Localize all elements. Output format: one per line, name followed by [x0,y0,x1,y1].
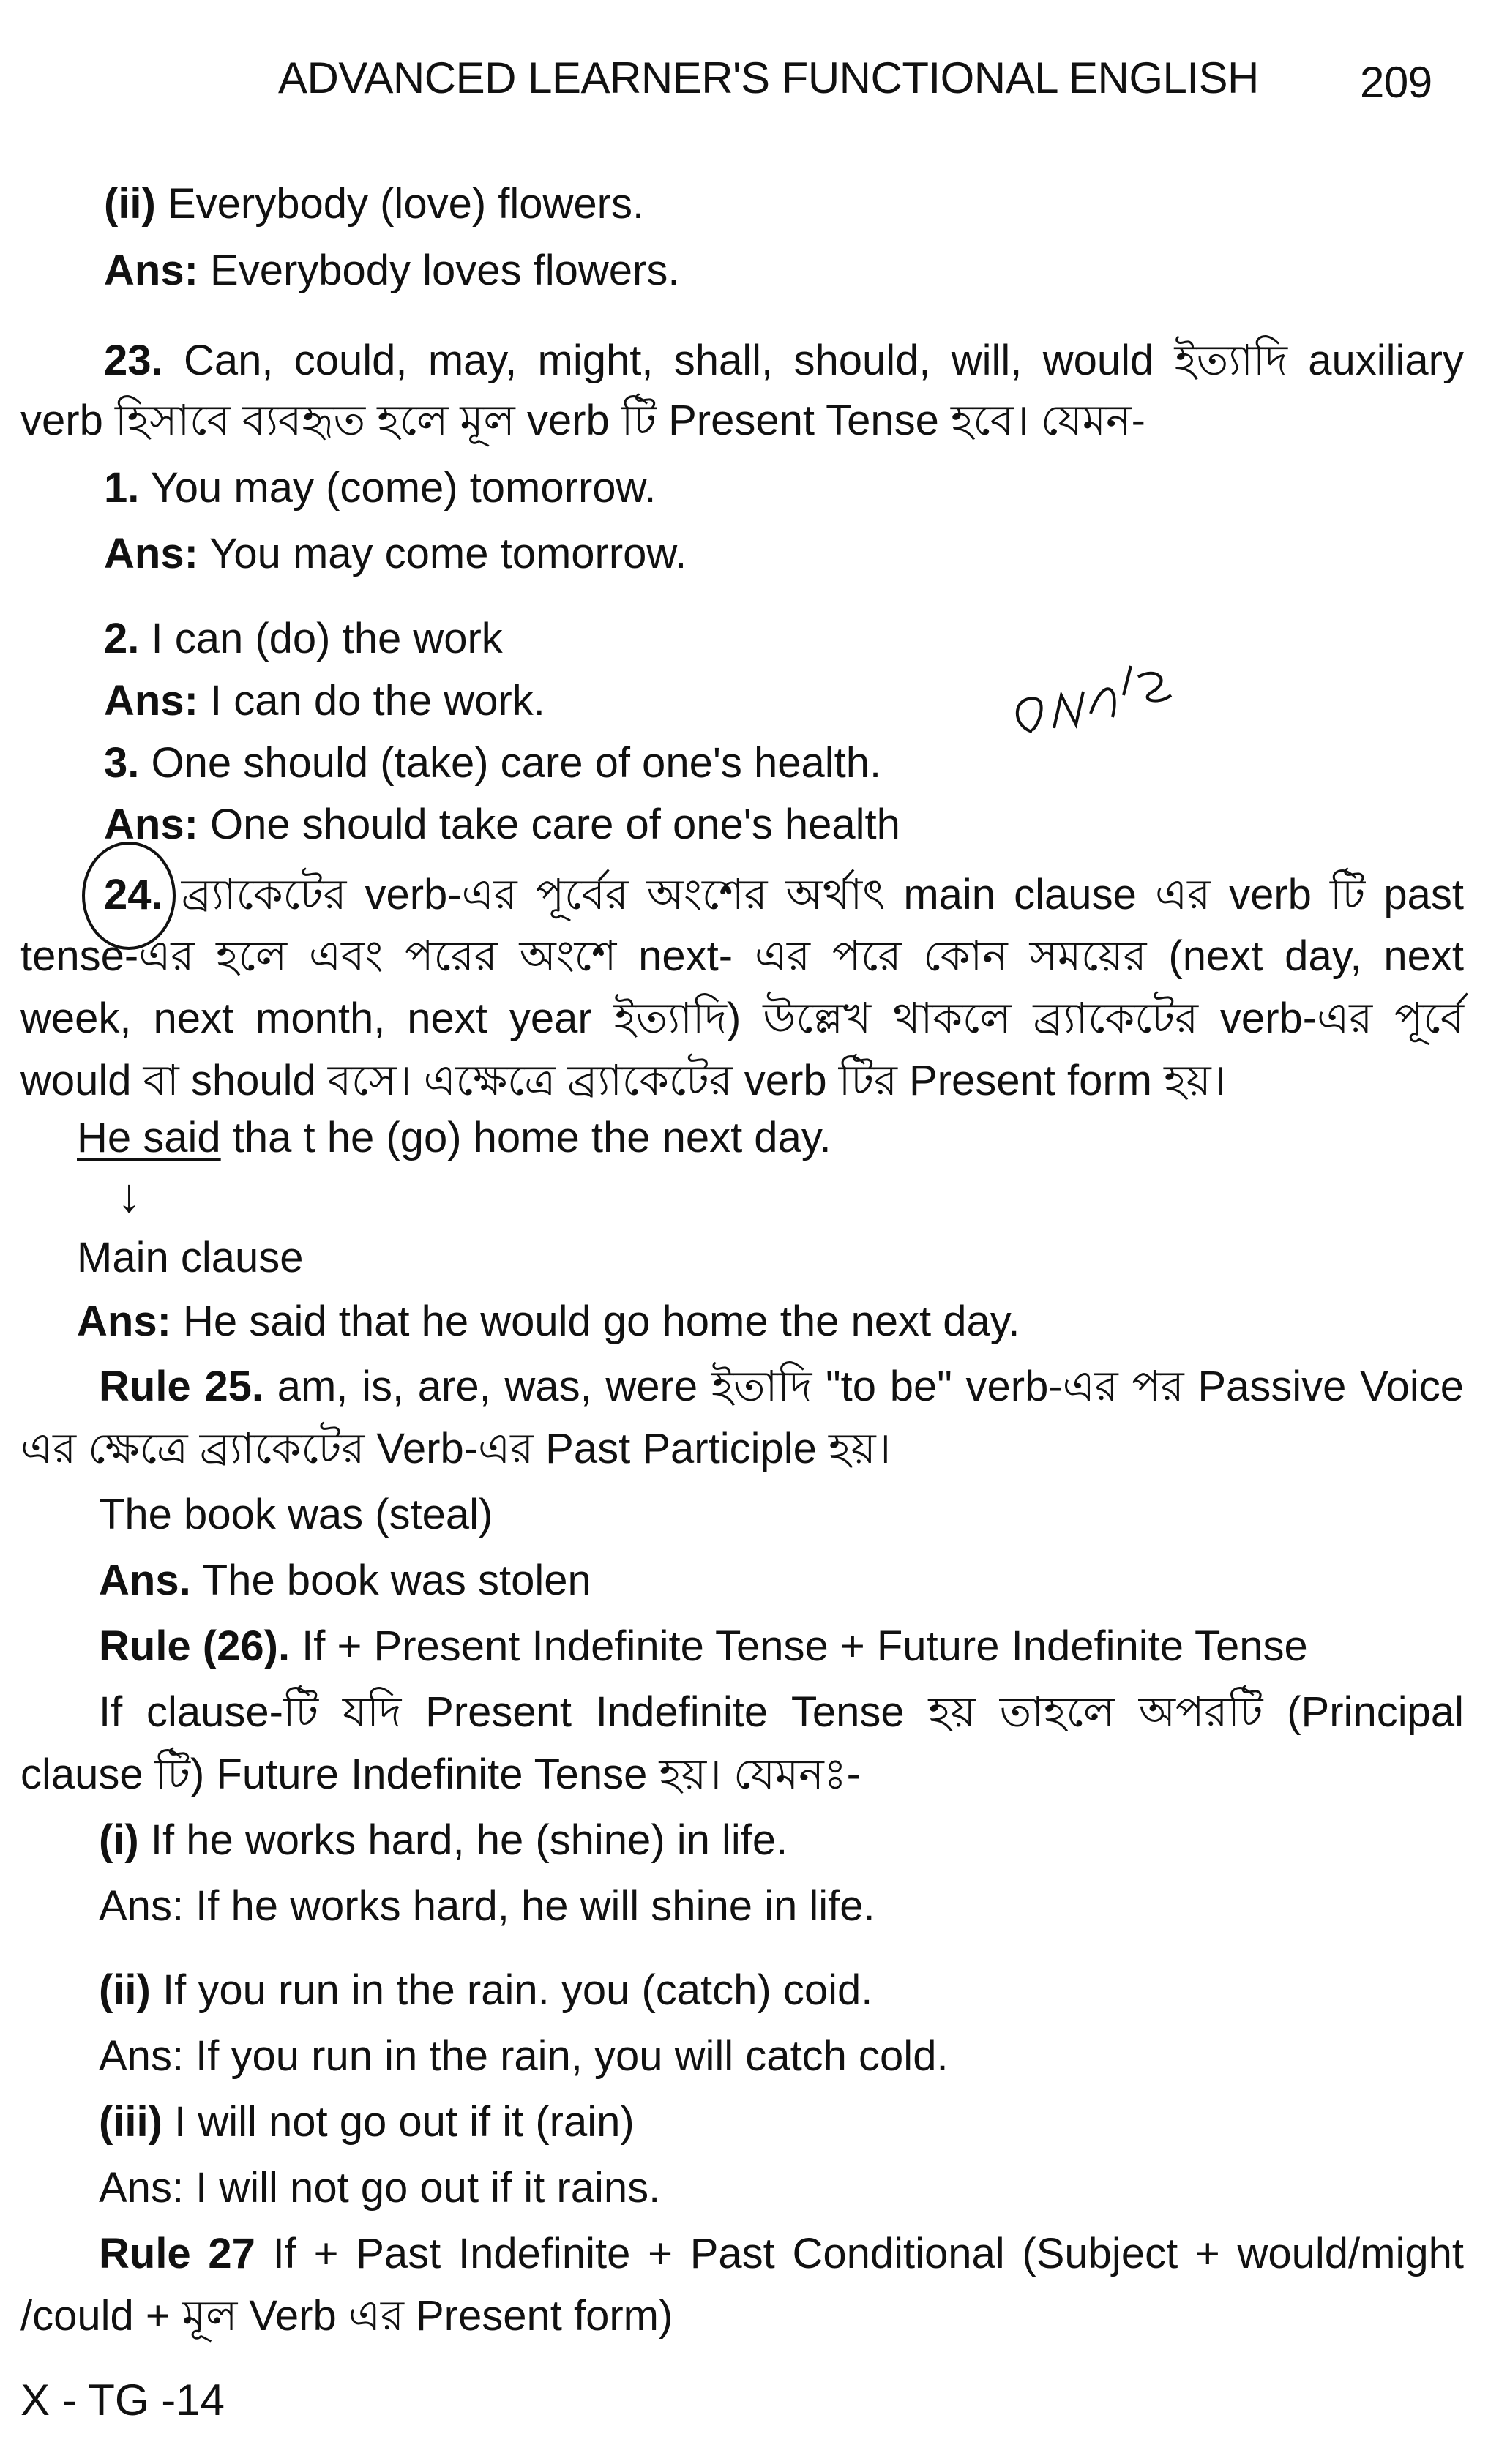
answer-label: Ans. [99,1557,191,1604]
rule-24-example [77,1112,831,1164]
line-text: tha t he (go) home the next day. [220,1114,831,1161]
answer-label: Ans: [104,530,198,577]
item-number: (ii) [104,180,156,228]
rule-26-example-iii [99,2097,635,2148]
rule-26-line-1: If clause-টি যদি Present Indefinite Tense হয় তাহলে অপরটি (Principal [99,1688,1464,1736]
down-arrow-icon: ↓ [117,1168,141,1222]
page-number: 209 [1360,58,1432,107]
rule-23-line-1 [104,335,1464,386]
rule-24-line-4: would বা should বসে। এক্ষেত্রে ব্র্যাকেটের verb টির Present form হয়। [20,1057,1227,1104]
line-text: If he works hard, he (shine) in life. [138,1816,788,1864]
rule-26-answer-ii: Ans: If you run in the rain, you will catch cold. [99,2032,949,2080]
item-number: (iii) [99,2098,162,2146]
answer-label: Ans: [77,1297,171,1345]
line-text: The book was stolen [190,1557,591,1604]
answer-label: Ans: [104,801,198,848]
footer-code: X - TG -14 [20,2375,225,2424]
rule-label: Rule 27 [99,2230,255,2277]
line-text: I will not go out if it (rain) [162,2098,635,2146]
rule-23-example-1 [104,463,656,514]
line-text: He said that he would go home the next day. [171,1297,1020,1345]
rule-25-example: The book was (steal) [99,1491,493,1538]
rule-23-example-2 [104,613,503,664]
rule-number: 23. [104,337,163,384]
rule-23-answer-2 [104,675,545,727]
line-text: If + Present Indefinite Tense + Future Indefinite Tense [290,1622,1308,1670]
rule-26-line-2: clause টি) Future Indefinite Tense হয়। যেমনঃ- [20,1750,861,1798]
line-text: am, is, are, was, were ইতাদি "to be" verb-এর পর Passive Voice [263,1363,1464,1410]
item-number: (ii) [99,1966,151,2014]
rule-26-answer-iii: Ans: I will not go out if it rains. [99,2164,661,2212]
line-text: ব্র্যাকেটের verb-এর পূর্বের অংশের অর্থাৎ main clause এর verb টি past [162,871,1464,918]
handwritten-scribble [1003,644,1222,768]
underlined-main-clause: He said [77,1114,221,1161]
line-text: If you run in the rain. you (catch) coid. [150,1966,873,2014]
rule-26-example-i [99,1815,788,1866]
line-text: I can do the work. [198,677,545,724]
rule-26-answer-i: Ans: If he works hard, he will shine in life. [99,1882,875,1930]
line-text: You may come tomorrow. [198,530,687,577]
rule-23-line-2: verb হিসাবে ব্যবহৃত হলে মূল verb টি Present Tense হবে। যেমন- [20,397,1145,444]
line-text: I can (do) the work [139,615,503,662]
rule-25-line-2: এর ক্ষেত্রে ব্র্যাকেটের Verb-এর Past Participle হয়। [20,1425,891,1472]
line-text: Can, could, may, might, shall, should, will, would ইত্যাদি auxiliary [162,337,1464,384]
rule-25-line-1 [99,1361,1464,1412]
answer-label: Ans: [104,247,198,294]
item-number: 2. [104,615,140,662]
example-ii-question [104,179,644,230]
rule-25-answer [99,1555,591,1606]
line-text: If + Past Indefinite + Past Conditional (Subject + would/might [255,2230,1464,2277]
rule-24-line-2: tense-এর হলে এবং পরের অংশে next- এর পরে কোন সময়ের (next day, next [20,932,1464,980]
rule-24-line-3: week, next month, next year ইত্যাদি) উল্লেখ থাকলে ব্র্যাকেটের verb-এর পূর্বে [20,995,1464,1042]
line-text: You may (come) tomorrow. [139,464,657,512]
example-ii-answer [104,245,680,296]
line-text: Everybody (love) flowers. [155,180,645,228]
answer-label: Ans: [104,677,198,724]
line-text: One should take care of one's health [198,801,900,848]
rule-number: 24. [104,871,163,918]
rule-label: Rule 25. [99,1363,264,1410]
item-number: 3. [104,739,140,787]
main-clause-label: Main clause [77,1234,304,1281]
rule-24-line-1 [104,869,1464,921]
item-number: (i) [99,1816,139,1864]
rule-23-answer-1 [104,528,687,580]
rule-23-example-3 [104,738,881,789]
rule-23-answer-3 [104,799,900,850]
rule-26-heading [99,1621,1308,1672]
rule-27-line-1 [99,2228,1464,2280]
running-header: ADVANCED LEARNER'S FUNCTIONAL ENGLISH [278,53,1259,102]
item-number: 1. [104,464,140,512]
rule-27-line-2: /could + মূল Verb এর Present form) [20,2292,673,2340]
line-text: Everybody loves flowers. [198,247,680,294]
line-text: One should (take) care of one's health. [139,739,882,787]
rule-24-answer [77,1296,1020,1347]
rule-label: Rule (26). [99,1622,291,1670]
rule-26-example-ii [99,1965,872,2016]
